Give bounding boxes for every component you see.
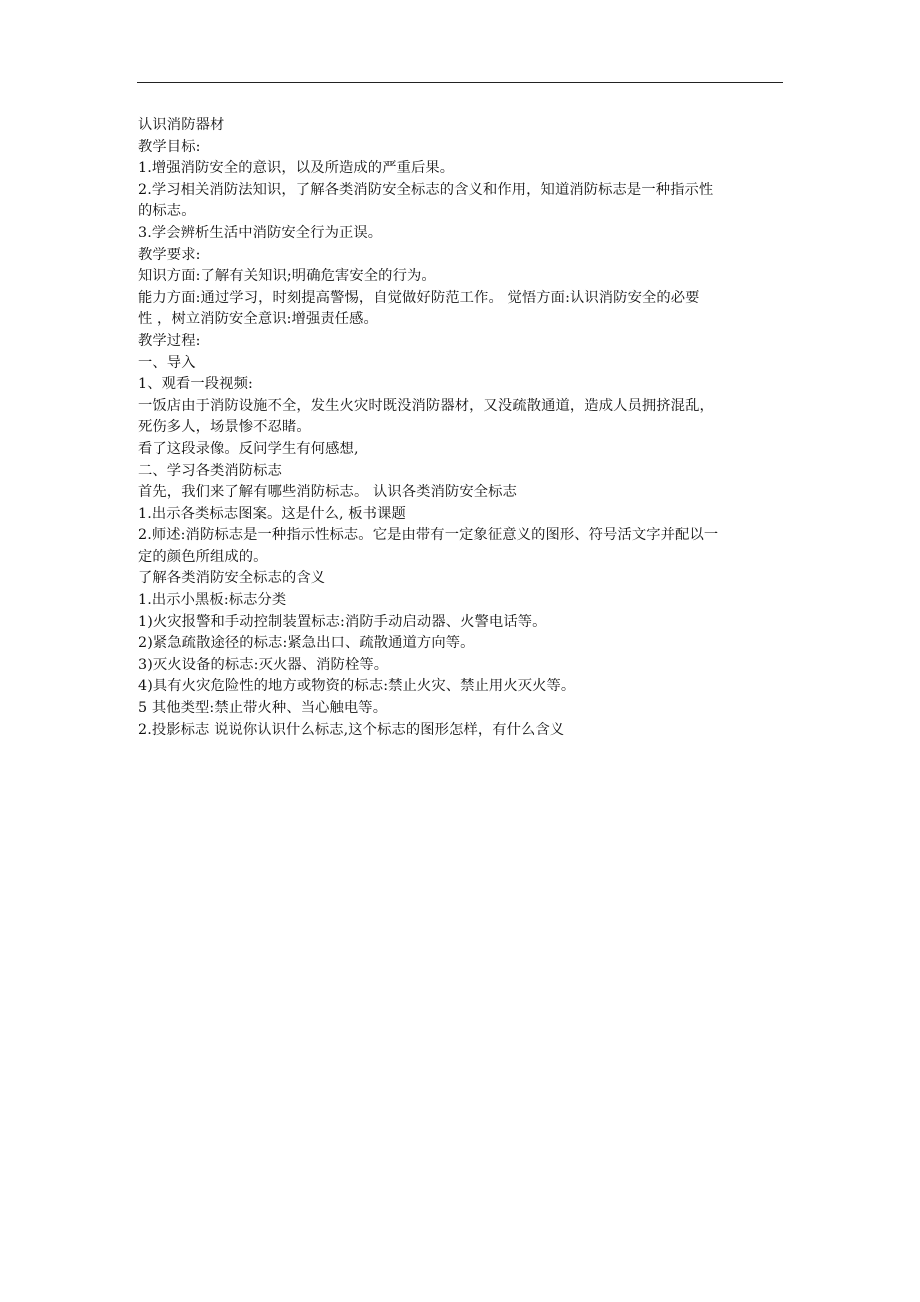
section-heading-process: 教学过程: — [138, 332, 201, 349]
classification-item-4: 4)具有火灾危险性的地方或物资的标志:禁止火灾、禁止用火灭火等。 — [138, 678, 576, 695]
video-description-continued: 死伤多人，场景惨不忍睹。 — [138, 419, 311, 436]
section-heading-objectives: 教学目标: — [138, 138, 201, 155]
classification-item-2: 2)紧急疏散途径的标志:紧急出口、疏散通道方向等。 — [138, 635, 475, 652]
objective-item-1: 1.增强消防安全的意识，以及所造成的严重后果。 — [138, 160, 455, 177]
classification-heading: 1.出示小黑板:标志分类 — [138, 592, 287, 609]
requirement-awareness-continued: 性 ，树立消防安全意识:增强责任感。 — [138, 311, 378, 328]
objective-item-2-continued: 的标志。 — [138, 203, 196, 220]
section-heading-requirements: 教学要求: — [138, 246, 201, 263]
document-title: 认识消防器材 — [138, 117, 225, 133]
process-intro-item-1: 1、观看一段视频: — [138, 376, 253, 393]
requirement-knowledge: 知识方面:了解有关知识;明确危害安全的行为。 — [138, 268, 436, 285]
classification-item-1: 1)火灾报警和手动控制装置标志:消防手动启动器、火警电话等。 — [138, 613, 547, 630]
objective-item-3: 3.学会辨析生活中消防安全行为正误。 — [138, 224, 383, 241]
classification-item-5: 5 其他类型:禁止带火种、当心触电等。 — [138, 700, 388, 717]
header-rule — [137, 82, 783, 83]
signs-meaning-heading: 了解各类消防安全标志的含义 — [138, 570, 326, 587]
signs-item-2-continued: 定的颜色所组成的。 — [138, 548, 268, 565]
classification-item-3: 3)灭火设备的标志:灭火器、消防栓等。 — [138, 656, 389, 673]
video-description: 一饭店由于消防设施不全，发生火灾时既没消防器材，又没疏散通道，造成人员拥挤混乱， — [138, 397, 714, 414]
objective-item-2: 2.学习相关消防法知识，了解各类消防安全标志的含义和作用，知道消防标志是一种指示性 — [138, 181, 714, 198]
requirement-ability: 能力方面:通过学习，时刻提高警惕，自觉做好防范工作。 觉悟方面:认识消防安全的必要 — [138, 289, 700, 306]
signs-item-1: 1.出示各类标志图案。这是什么, 板书课题 — [138, 505, 406, 522]
process-step-intro: 一、导入 — [138, 354, 196, 371]
document-body — [138, 115, 788, 741]
signs-item-2: 2.师述:消防标志是一种指示性标志。它是由带有一定象征意义的图形、符号活文字并配以一 — [138, 527, 719, 544]
process-step-signs: 二、学习各类消防标志 — [138, 462, 282, 479]
video-reflection: 看了这段录像。反问学生有何感想, — [138, 440, 359, 457]
signs-intro: 首先，我们来了解有哪些消防标志。 认识各类消防安全标志 — [138, 484, 517, 501]
projection-activity: 2.投影标志 说说你认识什么标志,这个标志的图形怎样，有什么含义 — [138, 721, 565, 738]
